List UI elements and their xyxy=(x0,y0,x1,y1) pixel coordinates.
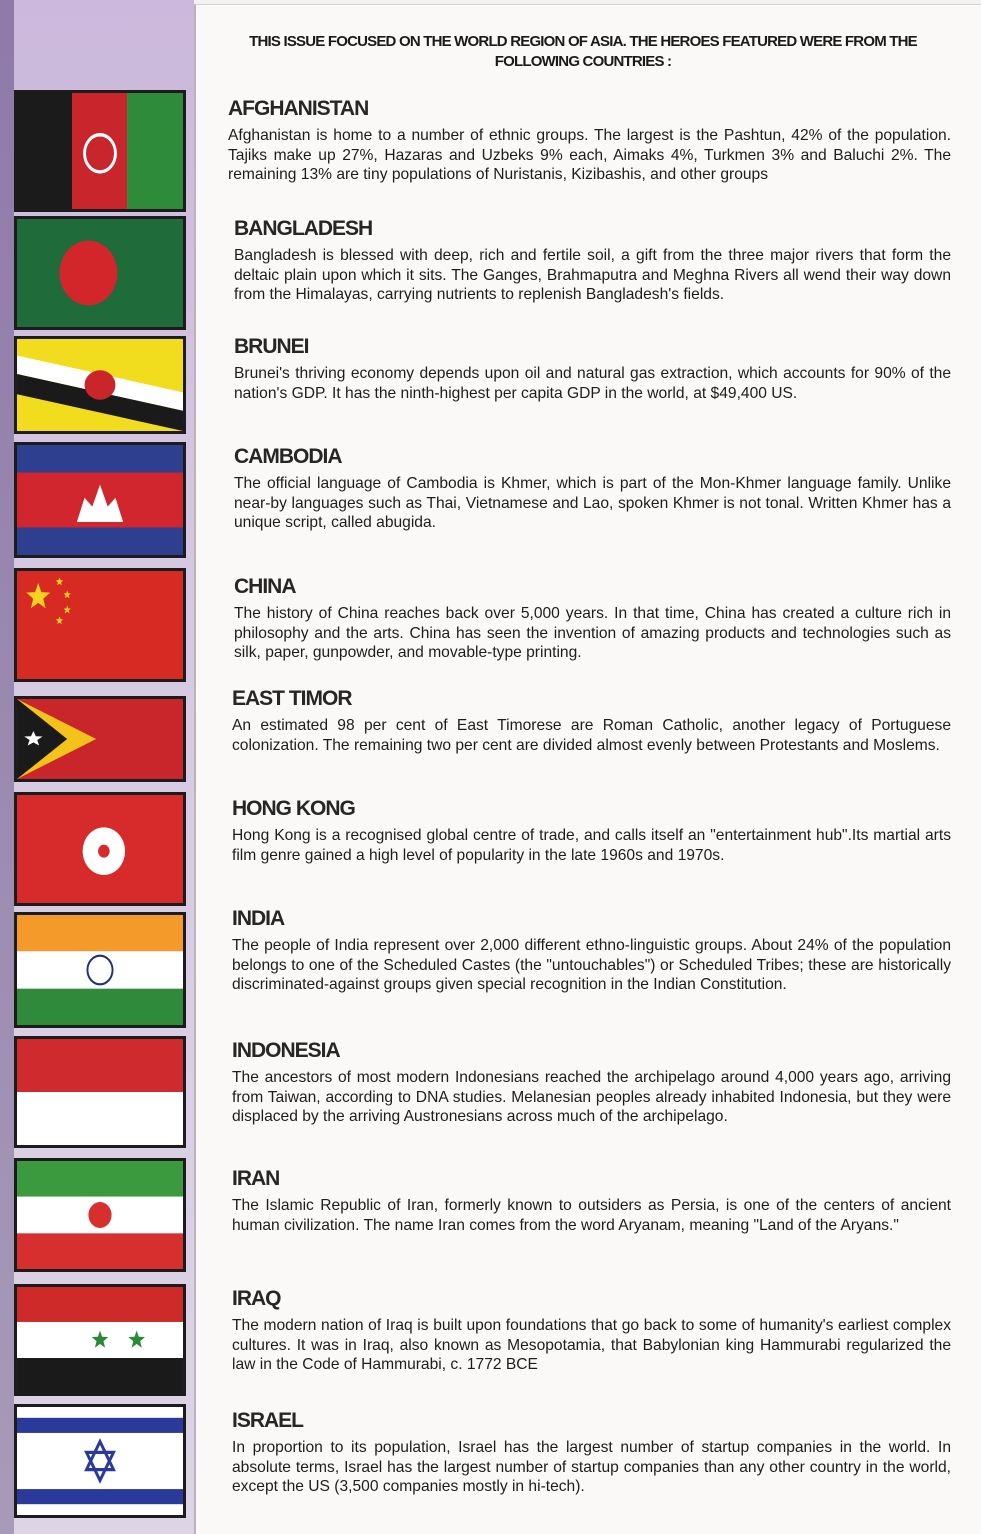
country-entry xyxy=(232,687,951,755)
country-entry xyxy=(234,575,951,663)
brunei-flag-icon xyxy=(14,336,186,434)
country-name: CAMBODIA xyxy=(234,445,342,468)
country-description: The modern nation of Iraq is built upon foundations that go back to some of humanity's earliest complex cultures. It was in Iraq, also known as Mesopotamia, that Babylonian king Hammurabi regularized the law in the Code of Hammurabi, c. 1772 BCE xyxy=(232,1317,951,1374)
country-name: BRUNEI xyxy=(234,335,309,358)
country-description: An estimated 98 per cent of East Timorese are Roman Catholic, another legacy of Portuguese colonization. The remaining two per cent are divided almost evenly between Protestants and Moslems. xyxy=(232,717,951,754)
israel-flag-icon xyxy=(14,1404,186,1518)
indonesia-flag-icon xyxy=(14,1036,186,1148)
flag-sidebar xyxy=(0,0,194,1534)
intro-heading: THIS ISSUE FOCUSED ON THE WORLD REGION OF ASIA. THE HEROES FEATURED WERE FROM THE FOLLOWING COUNTRIES : xyxy=(249,33,917,70)
country-name: ISRAEL xyxy=(232,1409,304,1432)
country-name: CHINA xyxy=(234,575,296,598)
country-name: INDIA xyxy=(232,907,285,930)
country-description: Brunei's thriving economy depends upon oil and natural gas extraction, which accounts for 90% of the nation's GDP. It has the ninth-highest per capita GDP in the world, at $49,400 US. xyxy=(234,365,951,402)
iran-flag-icon xyxy=(14,1158,186,1272)
east-timor-flag-icon xyxy=(14,696,186,782)
country-entry xyxy=(234,335,951,403)
country-entry xyxy=(232,1039,951,1127)
cambodia-flag-icon xyxy=(14,442,186,558)
country-entry xyxy=(232,907,951,995)
country-description: The ancestors of most modern Indonesians reached the archipelago around 4,000 years ago, arriving from Taiwan, according to DNA studies. Melanesian peoples already inhabited Indonesia, but they were displaced by the arriving Austronesians across much of the archipelago. xyxy=(232,1069,951,1126)
country-name: EAST TIMOR xyxy=(232,687,352,710)
country-description: Afghanistan is home to a number of ethnic groups. The largest is the Pashtun, 42% of the population. Tajiks make up 27%, Hazaras and Uzbeks 9% each, Aimaks 4%, Turkmen 3% and Baluchi 2%. The remaining 13% are tiny populations of Nuristanis, Kizibashis, and other groups xyxy=(228,127,951,184)
country-entry xyxy=(232,1409,951,1497)
country-description: The Islamic Republic of Iran, formerly known to outsiders as Persia, is one of the centers of ancient human civilization. The name Iran comes from the word Aryanam, meaning "Land of the Aryans." xyxy=(232,1197,951,1234)
country-name: BANGLADESH xyxy=(234,217,373,240)
country-name: IRAN xyxy=(232,1167,280,1190)
country-description: The people of India represent over 2,000 different ethno-linguistic groups. About 24% of the population belongs to one of the Scheduled Castes (the "untouchables") or Scheduled Tribes; these are historically discriminated-against groups given special recognition in the Indian Constitution. xyxy=(232,937,951,994)
hong-kong-flag-icon xyxy=(14,792,186,906)
country-name: AFGHANISTAN xyxy=(228,97,369,120)
sidebar-edge xyxy=(0,0,14,1534)
iraq-flag-icon xyxy=(14,1284,186,1396)
country-description: The history of China reaches back over 5,000 years. In that time, China has created a culture rich in philosophy and the arts. China has seen the invention of amazing products and technologies such as silk, paper, gunpowder, and movable-type printing. xyxy=(234,605,951,662)
india-flag-icon xyxy=(14,912,186,1028)
country-facts-panel xyxy=(194,4,981,1534)
country-description: The official language of Cambodia is Khmer, which is part of the Mon-Khmer language family. Unlike near-by languages such as Thai, Vietnamese and Lao, spoken Khmer is not tonal. Written Khmer has a unique script, called abugida. xyxy=(234,475,951,532)
country-description: In proportion to its population, Israel has the largest number of startup companies in the world. In absolute terms, Israel has the largest number of startup companies than any other country in the world, except the US (3,500 companies mostly in hi-tech). xyxy=(232,1439,951,1496)
country-name: HONG KONG xyxy=(232,797,355,820)
country-entry xyxy=(232,1287,951,1375)
country-name: INDONESIA xyxy=(232,1039,340,1062)
country-entry xyxy=(232,1167,951,1235)
country-entry xyxy=(232,797,951,865)
country-entry xyxy=(228,97,951,185)
country-entry xyxy=(234,445,951,533)
country-entry xyxy=(234,217,951,305)
bangladesh-flag-icon xyxy=(14,216,186,330)
country-description: Hong Kong is a recognised global centre of trade, and calls itself an "entertainment hub".Its martial arts film genre gained a high level of popularity in the late 1960s and 1970s. xyxy=(232,827,951,864)
china-flag-icon xyxy=(14,568,186,682)
country-description: Bangladesh is blessed with deep, rich and fertile soil, a gift from the three major rivers that form the deltaic plain upon which it sits. The Ganges, Brahmaputra and Meghna Rivers all wend their way down from the Himalayas, carrying nutrients to replenish Bangladesh's fields. xyxy=(234,247,951,304)
country-name: IRAQ xyxy=(232,1287,281,1310)
afghanistan-flag-icon xyxy=(14,90,186,212)
